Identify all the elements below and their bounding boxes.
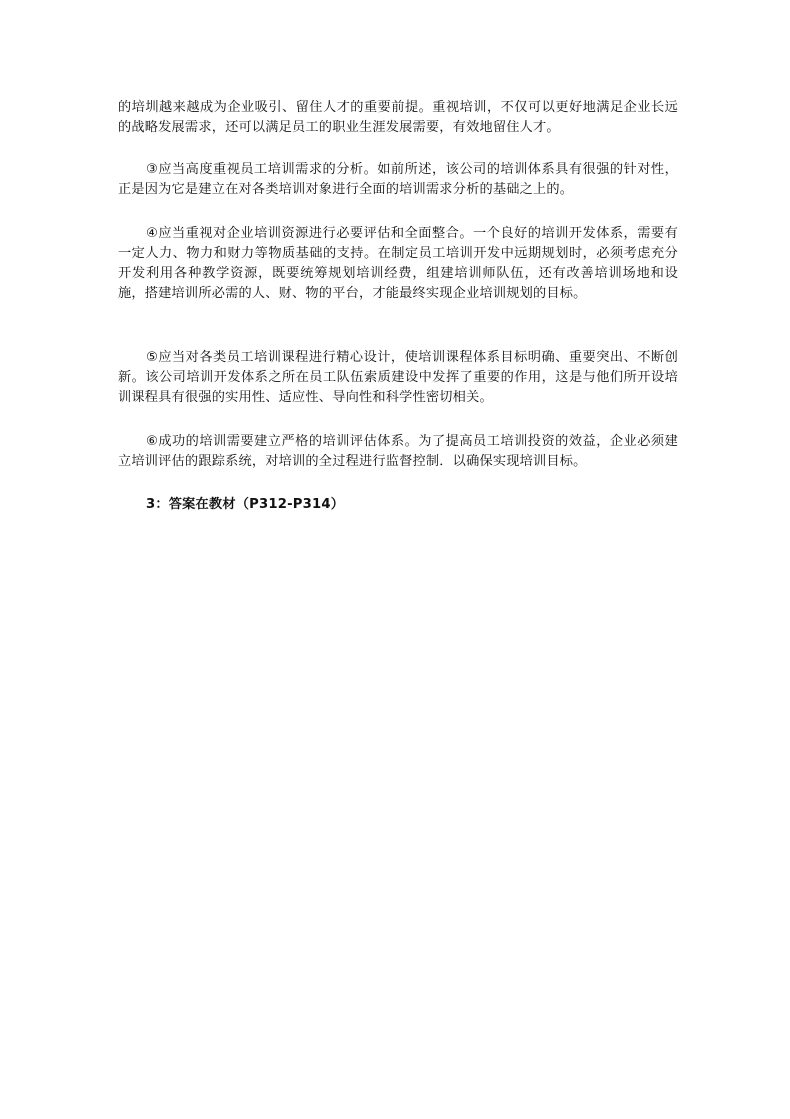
paragraph-needs-analysis: ③应当高度重视员工培训需求的分析。如前所述，该公司的培训体系具有很强的针对性，正是因为它是建立在对各类培训对象进行全面的培训需求分析的基础之上的。 [118, 162, 678, 197]
answer-reference: 3：答案在教材（P312-P314） [146, 497, 345, 512]
paragraph-course-design: ⑤应当对各类员工培训课程进行精心设计，使培训课程体系目标明确、重要突出、不断创新。该公司培训开发体系之所在员工队伍索质建设中发挥了重要的作用，这是与他们所开设培训课程具有很强的实用性、适应性、导向性和科学性密切相关。 [118, 350, 678, 405]
paragraph-resource-integration: ④应当重视对企业培训资源进行必要评估和全面整合。一个良好的培训开发体系，需要有一定人力、物力和财力等物质基础的支持。在制定员工培训开发中远期规划时，必须考虑充分开发利用各种教学资源，既要统筹规划培训经费，组建培训师队伍，还有改善培训场地和设施，搭建培训所必需的人、财、物的平台，才能最终实现企业培训规划的目标。 [118, 226, 678, 301]
paragraph-evaluation-system: ⑥成功的培训需要建立严格的培训评估体系。为了提高员工培训投资的效益，企业必须建立培训评估的跟踪系统，对培训的全过程进行监督控制．以确保实现培训目标。 [118, 434, 678, 469]
paragraph-training-importance: 的培圳越来越成为企业吸引、留住人才的重要前提。重视培训，不仅可以更好地满足企业长远的战略发展需求，还可以满足员工的职业生涯发展需要，有效地留住人才。 [118, 100, 678, 135]
